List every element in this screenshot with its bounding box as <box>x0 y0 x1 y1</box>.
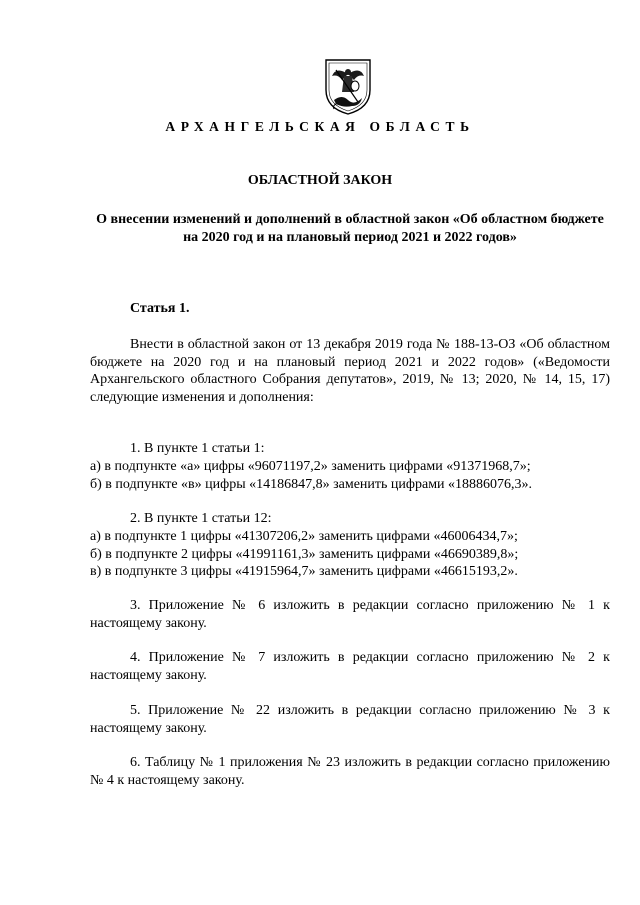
item4-paragraph: 4. Приложение № 7 изложить в редакции согласно приложению № 2 к настоящему закону. <box>90 650 610 683</box>
coat-of-arms-icon <box>322 56 374 116</box>
region-name: АРХАНГЕЛЬСКАЯ ОБЛАСТЬ <box>165 119 475 134</box>
law-title: О внесении изменений и дополнений в областной закон «Об областном бюджете на 2020 год и на плановый период 2021 и 2022 годов» <box>96 212 604 245</box>
item6-paragraph: 6. Таблицу № 1 приложения № 23 изложить в редакции согласно приложению № 4 к настоящему закону. <box>90 755 610 788</box>
item2-subitem-c: в) в подпункте 3 цифры «41915964,7» заменить цифрами «46615193,2». <box>90 564 518 579</box>
article-heading: Статья 1. <box>130 301 190 316</box>
item1-subitem-a: а) в подпункте «а» цифры «96071197,2» заменить цифрами «91371968,7»; <box>90 459 531 474</box>
item2-subitem-a: а) в подпункте 1 цифры «41307206,2» заменить цифрами «46006434,7»; <box>90 529 518 544</box>
item5-paragraph: 5. Приложение № 22 изложить в редакции согласно приложению № 3 к настоящему закону. <box>90 703 610 736</box>
law-type-heading: ОБЛАСТНОЙ ЗАКОН <box>247 173 393 188</box>
item2-heading: 2. В пункте 1 статьи 12: <box>130 511 272 526</box>
item2-subitem-b: б) в подпункте 2 цифры «41991161,3» заменить цифрами «46690389,8»; <box>90 547 519 562</box>
item1-heading: 1. В пункте 1 статьи 1: <box>130 441 265 456</box>
item1-subitem-b: б) в подпункте «в» цифры «14186847,8» заменить цифрами «18886076,3». <box>90 477 533 492</box>
article-intro-paragraph: Внести в областной закон от 13 декабря 2019 года № 188-13-ОЗ «Об областном бюджете на 2020 год и на плановый период 2021 и 2022 годов» («Ведомости Архангельского областного Собрания депутатов», 2019, № 13; 2020, № 14, 15, 17) следующие изменения и дополнения: <box>90 337 610 405</box>
item3-paragraph: 3. Приложение № 6 изложить в редакции согласно приложению № 1 к настоящему закону. <box>90 598 610 631</box>
